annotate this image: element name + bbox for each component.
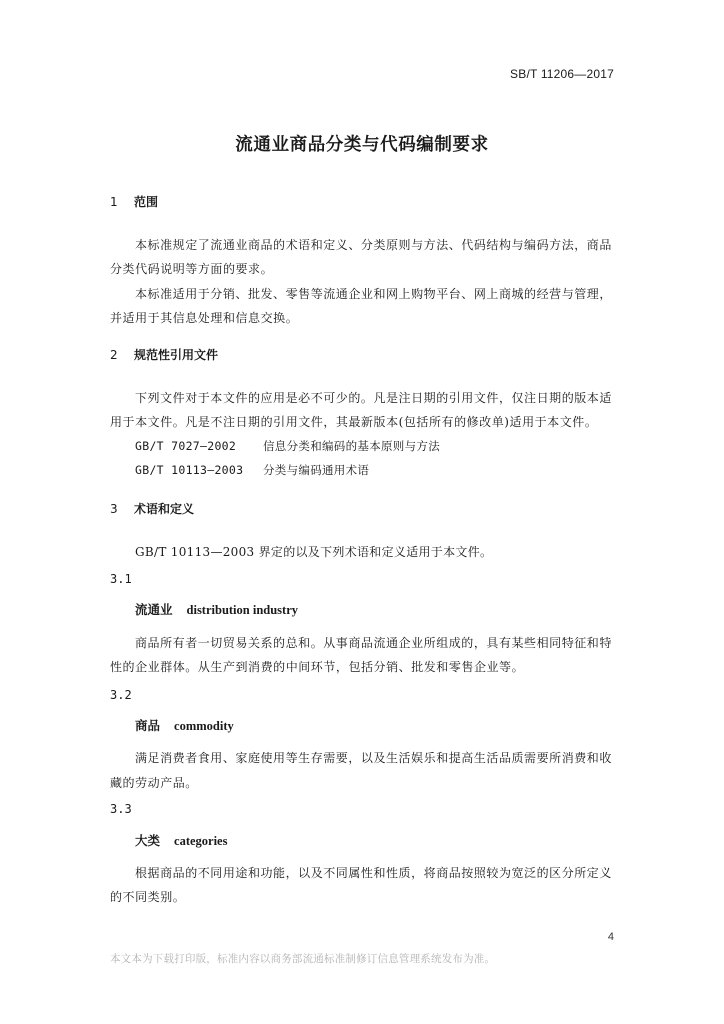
section-3-heading [110,500,194,517]
normative-reference [135,438,440,454]
standard-number: SB/T 11206—2017 [510,67,614,81]
page-number: 4 [607,931,614,943]
term-english: categories [174,834,228,848]
paragraph-line: 本标准规定了流通业商品的术语和定义、分类原则与方法、代码结构与编码方法，商品 [135,238,612,252]
reference-title: 信息分类和编码的基本原则与方法 [263,439,440,453]
section-2-heading [110,346,218,363]
clause-number: 3.3 [110,802,132,816]
footer-note: 本文本为下载打印版，标准内容以商务部流通标准制修订信息管理系统发布为准。 [110,953,496,965]
section-title: 术语和定义 [134,502,195,516]
section-number: 2 [110,348,118,362]
paragraph-line: 并适用于其信息处理和信息交换。 [110,311,299,325]
term-english: distribution industry [186,603,299,617]
paragraph-line: 本标准适用于分销、批发、零售等流通企业和网上购物平台、网上商城的经营与管理， [135,287,612,301]
paragraph-line: 用于本文件。凡是不注日期的引用文件，其最新版本(包括所有的修改单)适用于本文件。 [110,415,598,429]
section-number: 1 [110,195,118,209]
clause-number: 3.2 [110,688,132,702]
paragraph-line: 的不同类别。 [110,890,186,904]
term-entry [135,716,234,734]
reference-code: GB/T 7027—2002 [135,439,237,453]
paragraph-line: 满足消费者食用、家庭使用等生存需要，以及生活娱乐和提高生活品质需要所消费和收 [135,751,612,765]
reference-code: GB/T 10113—2003 [135,463,244,477]
paragraph-line: GB/T 10113—2003 界定的以及下列术语和定义适用于本文件。 [135,545,493,559]
paragraph-line: 根据商品的不同用途和功能，以及不同属性和性质，将商品按照较为宽泛的区分所定义 [135,866,612,880]
term-english: commodity [174,719,234,733]
term-entry [135,831,227,849]
section-title: 规范性引用文件 [134,348,219,362]
reference-title: 分类与编码通用术语 [263,463,370,477]
document-title: 流通业商品分类与代码编制要求 [235,135,489,155]
paragraph-line: 分类代码说明等方面的要求。 [110,262,274,276]
term-entry [135,600,298,618]
term-chinese: 大类 [135,833,161,848]
section-1-heading [110,193,158,210]
paragraph-line: 商品所有者一切贸易关系的总和。从事商品流通企业所组成的，具有某些相同特征和特 [135,636,612,650]
term-chinese: 商品 [135,718,161,733]
paragraph-line: 藏的劳动产品。 [110,776,198,790]
paragraph-line: 下列文件对于本文件的应用是必不可少的。凡是注日期的引用文件，仅注日期的版本适 [135,391,612,405]
section-title: 范围 [134,195,159,209]
term-chinese: 流通业 [135,602,173,617]
clause-number: 3.1 [110,572,132,586]
normative-reference [135,462,369,478]
paragraph-line: 性的企业群体。从生产到消费的中间环节，包括分销、批发和零售企业等。 [110,660,525,674]
section-number: 3 [110,502,118,516]
